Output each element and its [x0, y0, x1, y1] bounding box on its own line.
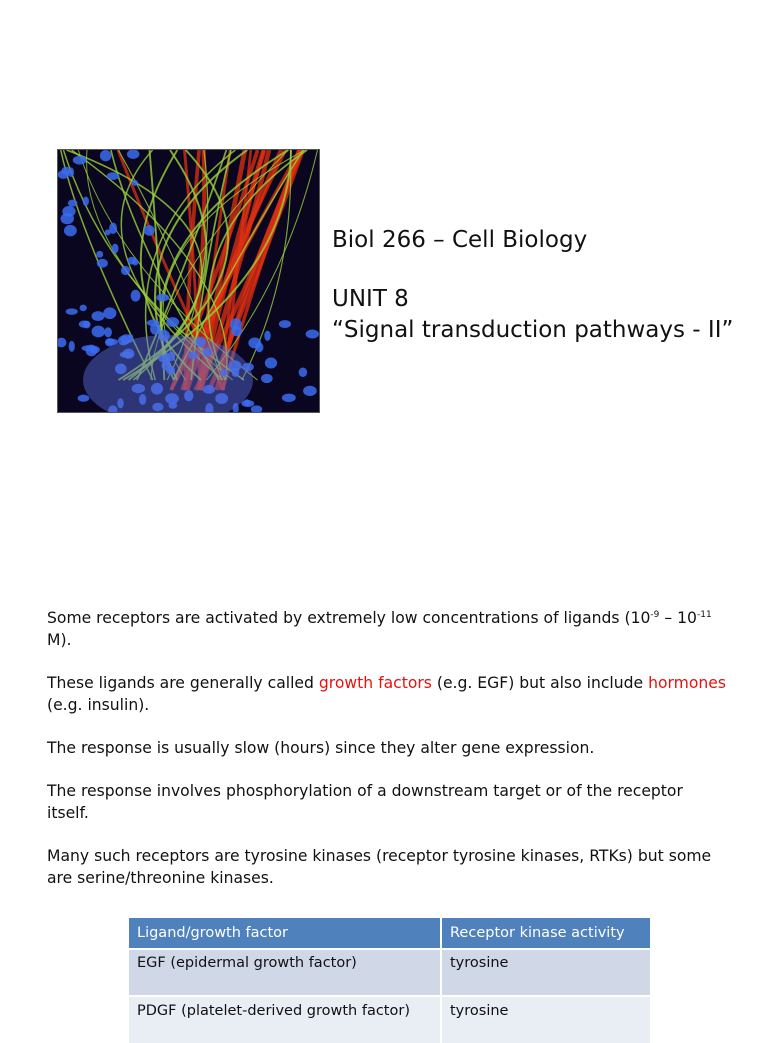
cell-nucleus [60, 213, 74, 224]
table-cell: tyrosine [441, 996, 650, 1043]
cell-nucleus [73, 156, 87, 165]
table-header-row [129, 918, 650, 949]
ligand-kinase-table [129, 918, 650, 1043]
p2-text-b: (e.g. EGF) but also include [431, 674, 649, 692]
cell-nucleus [97, 259, 108, 268]
cell-nucleus [132, 180, 138, 186]
paragraph-growth-factors [47, 672, 727, 716]
cell-nucleus [156, 294, 169, 302]
cell-nucleus [127, 257, 136, 265]
paragraph-phosphorylation: The response involves phosphorylation of a downstream target or of the receptor itself. [47, 782, 683, 822]
cell-nucleus [282, 393, 296, 402]
p2-text-c: (e.g. insulin). [47, 696, 150, 714]
cell-nucleus [62, 167, 71, 175]
cell-nucleus [104, 327, 112, 337]
course-title: Biol 266 – Cell Biology [332, 227, 588, 253]
table-cell: EGF (epidermal growth factor) [129, 949, 441, 996]
cell-nucleus [131, 290, 141, 302]
cell-nucleus [69, 341, 75, 352]
cell-nucleus [83, 196, 89, 205]
cell-nucleus [279, 320, 291, 328]
paragraph-ligand-concentration [47, 607, 727, 651]
cell-nucleus [264, 331, 271, 341]
growth-factors-highlight: growth factors [318, 674, 432, 692]
cell-nucleus [96, 251, 103, 258]
exponent-9: -9 [650, 610, 660, 620]
cell-nucleus [261, 374, 273, 383]
p1-text-a: Some receptors are activated by extremely low concentrations of ligands (10 [47, 609, 651, 627]
neuron-micrograph-image [57, 149, 320, 413]
unit-number: UNIT 8 [332, 286, 409, 312]
cell-nucleus [92, 311, 105, 321]
cell-nucleus [100, 150, 112, 161]
cell-nucleus [265, 357, 277, 368]
cell-nucleus [103, 307, 116, 319]
body-text [47, 607, 727, 910]
table-row [129, 996, 650, 1043]
cell-nucleus [83, 321, 91, 329]
micrograph-graphic [58, 150, 319, 412]
cell-nucleus [241, 400, 254, 407]
table-cell: PDGF (platelet-derived growth factor) [129, 996, 441, 1043]
cell-nucleus [112, 244, 119, 254]
cell-nucleus [150, 323, 161, 335]
header-ligand: Ligand/growth factor [129, 918, 441, 949]
p1-text-c: M). [47, 631, 72, 649]
cell-nucleus [121, 266, 130, 275]
p1-text-b: – 10 [659, 609, 697, 627]
cell-nucleus [230, 318, 242, 330]
cell-nucleus [306, 329, 319, 338]
cell-nucleus [299, 367, 308, 377]
cell-nucleus [105, 338, 115, 347]
cell-nucleus [78, 395, 90, 402]
cell-nucleus [90, 346, 100, 353]
cell-nucleus [107, 172, 120, 180]
cell-nucleus [144, 225, 155, 236]
table-cell: tyrosine [441, 949, 650, 996]
hormones-highlight: hormones [648, 674, 726, 692]
cell-nucleus [80, 305, 87, 311]
header-kinase-activity: Receptor kinase activity [441, 918, 650, 949]
cell-nucleus [166, 317, 179, 327]
cell-nucleus [66, 308, 78, 315]
cell-nucleus [109, 223, 117, 234]
paragraph-response-slow: The response is usually slow (hours) since they alter gene expression. [47, 739, 595, 757]
cell-nucleus [68, 200, 77, 207]
cell-nucleus [92, 326, 106, 338]
title-block [332, 225, 762, 346]
cell-nucleus [64, 225, 77, 236]
p2-text-a: These ligands are generally called [47, 674, 319, 692]
paragraph-rtk: Many such receptors are tyrosine kinases (receptor tyrosine kinases, RTKs) but some are serine/threonine kinases. [47, 847, 712, 887]
cell-nucleus [255, 343, 263, 353]
cell-nucleus [303, 386, 317, 396]
unit-subtitle: “Signal transduction pathways - II” [332, 317, 734, 343]
exponent-11: -11 [696, 610, 712, 620]
table-row [129, 949, 650, 996]
